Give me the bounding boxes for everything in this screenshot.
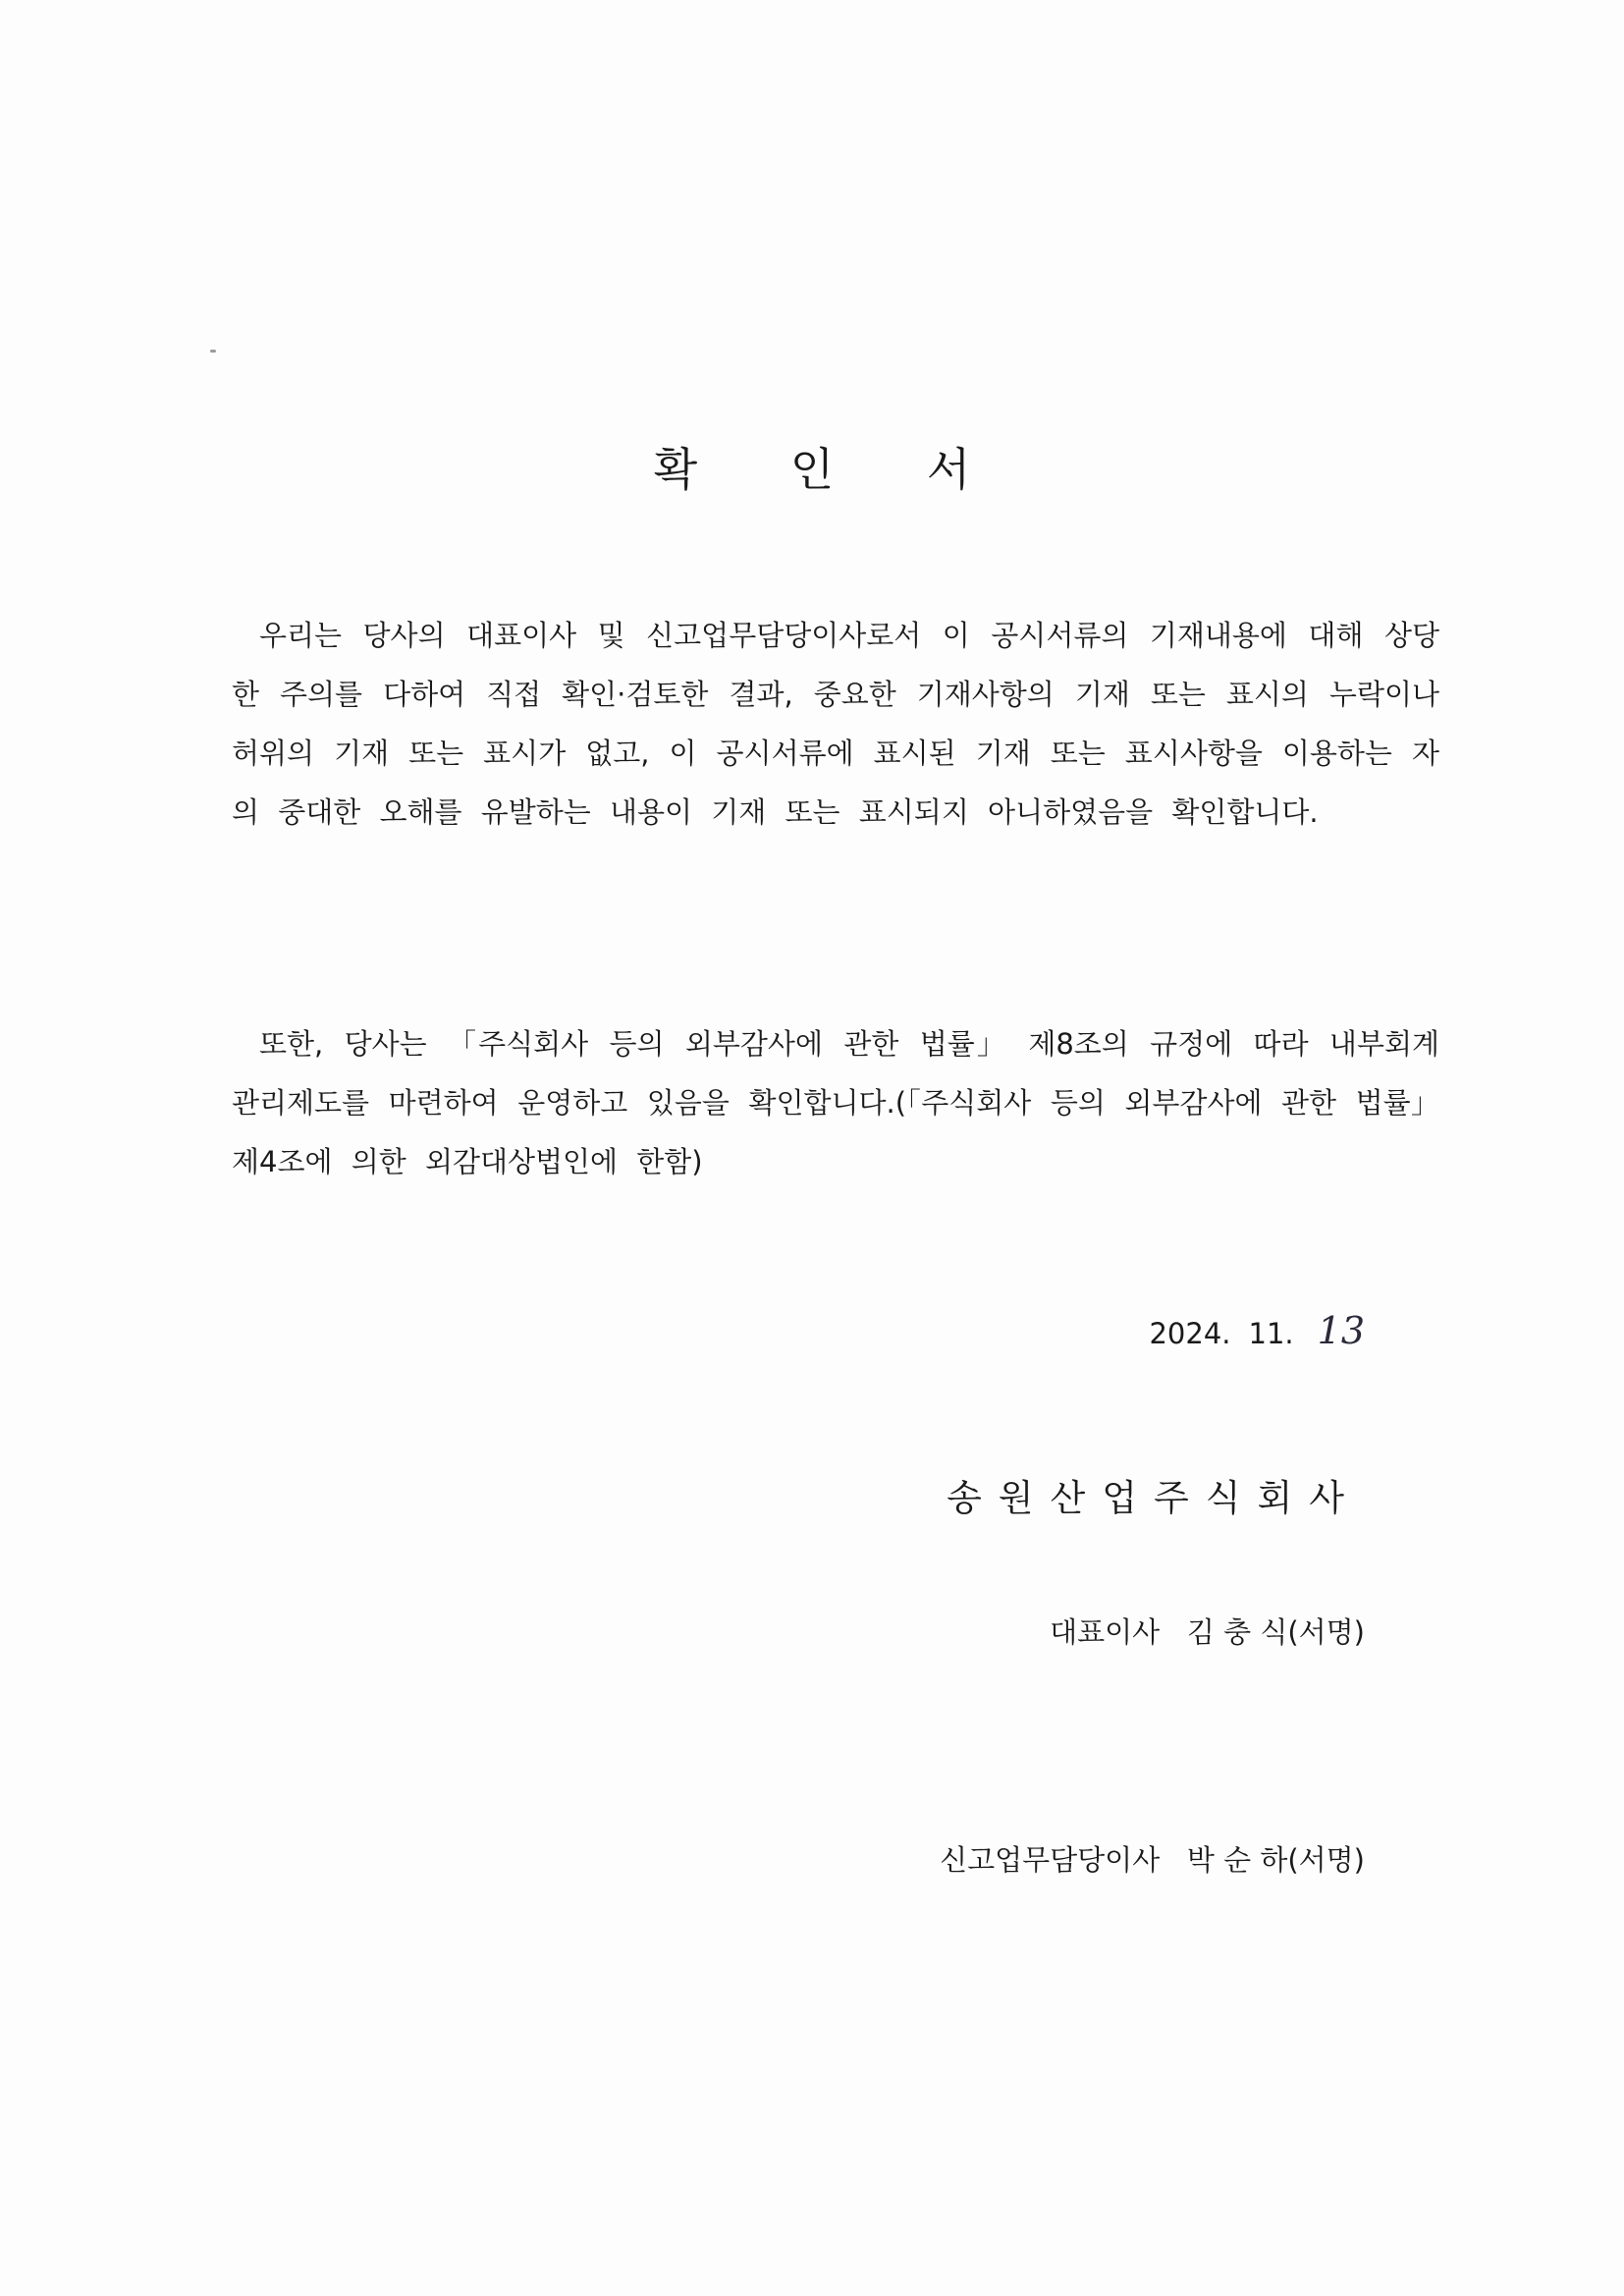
document-title: 확 인 서 (653, 443, 1010, 496)
disclosure-officer-signature (1080, 1871, 1375, 2003)
scan-speck (210, 350, 216, 353)
date-day-handwritten: 13 (1317, 1309, 1365, 1352)
company-name: 송원산업주식회사 (947, 1477, 1361, 1519)
internal-control-paragraph: 또한, 당사는 「주식회사 등의 외부감사에 관한 법률」 제8조의 규정에 따라 내부회계 관리제도를 마련하여 운영하고 있음을 확인합니다.(「주식회사 등의 외부감사에 관한 법률」 제4조에 의한 외감대상법인에 한함) (232, 1027, 1439, 1178)
ceo-signer-line: 대표이사 김 충 식(서명) (1050, 1615, 1365, 1649)
confirmation-paragraph: 우리는 당사의 대표이사 및 신고업무담당이사로서 이 공시서류의 기재내용에 대해 상당한 주의를 다하여 직접 확인·검토한 결과, 중요한 기재사항의 기재 또는 표시의 누락이나 허위의 기재 또는 표시가 없고, 이 공시서류에 표시된 기재 또는 표시사항을 이용하는 자의 중대한 오해를 유발하는 내용이 기재 또는 표시되지 아니하였음을 확인합니다. (232, 619, 1439, 829)
date-year: 2024. (1149, 1317, 1231, 1350)
ceo-signature (1080, 1660, 1394, 1807)
document-date (1149, 1309, 1365, 1352)
date-month: 11. (1248, 1317, 1294, 1350)
disclosure-officer-signer-line: 신고업무담당이사 박 순 하(서명) (940, 1843, 1365, 1877)
